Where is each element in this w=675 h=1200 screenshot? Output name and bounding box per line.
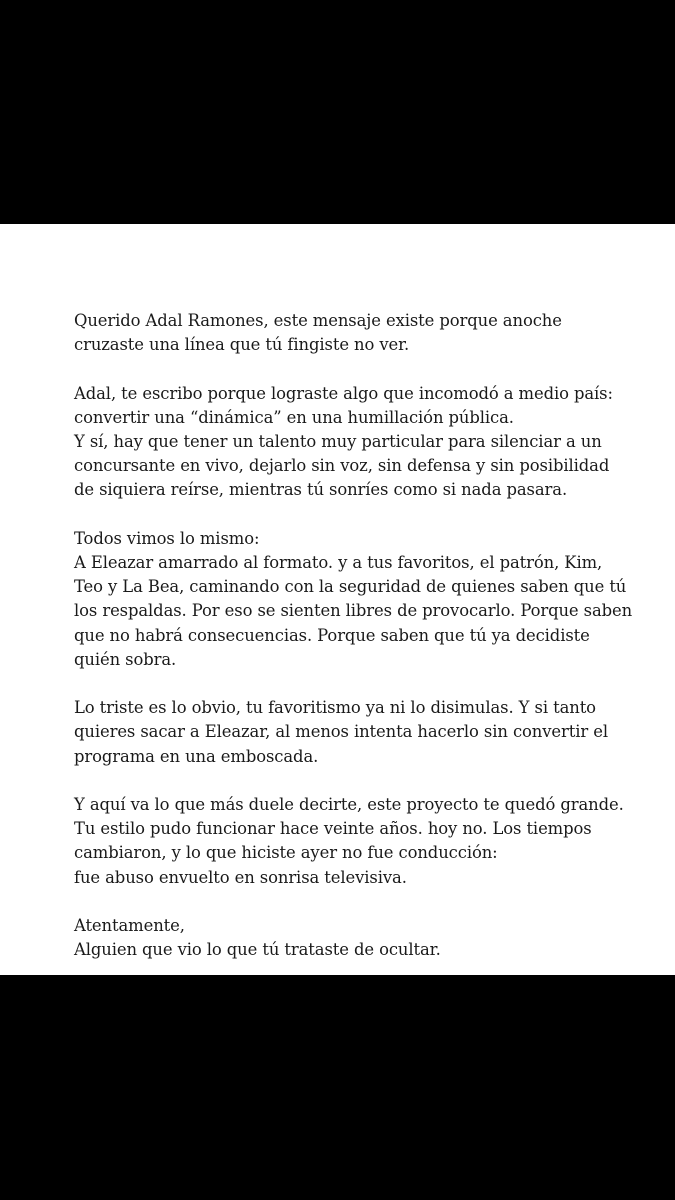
- text-line: Atentamente,: [74, 916, 185, 935]
- paragraph-signoff: [74, 914, 635, 962]
- text-line: Tu estilo pudo funcionar hace veinte años. hoy no. Los tiempos: [74, 819, 592, 839]
- paragraph-body: [74, 793, 635, 890]
- text-line: programa en una emboscada.: [74, 746, 319, 766]
- paragraph-body: [74, 382, 635, 503]
- text-line: quieres sacar a Eleazar, al menos intenta hacerlo sin convertir el: [74, 722, 608, 742]
- text-line: Todos vimos lo mismo:: [74, 528, 260, 548]
- text-line: Alguien que vio lo que tú trataste de ocultar.: [74, 940, 441, 960]
- text-line: quién sobra.: [74, 649, 177, 669]
- text-line: convertir una “dinámica” en una humillación pública.: [74, 407, 514, 427]
- text-line: concursante en vivo, dejarlo sin voz, sin defensa y sin posibilidad: [74, 456, 610, 476]
- text-line: Adal, te escribo porque lograste algo que incomodó a medio país:: [74, 383, 613, 403]
- paragraph-body: [74, 696, 635, 769]
- text-line: los respaldas. Por eso se sienten libres de provocarlo. Porque saben: [74, 601, 633, 621]
- text-line: cambiaron, y lo que hiciste ayer no fue conducción:: [74, 843, 498, 863]
- text-line: Y sí, hay que tener un talento muy particular para silenciar a un: [74, 432, 602, 451]
- text-line: que no habrá consecuencias. Porque saben que tú ya decidiste: [74, 625, 590, 645]
- paragraph-greeting: [74, 309, 635, 357]
- text-line: de siquiera reírse, mientras tú sonríes como si nada pasara.: [74, 480, 568, 500]
- text-line: Teo y La Bea, caminando con la seguridad de quienes saben que tú: [74, 577, 627, 597]
- letter-card: [0, 224, 675, 975]
- text-line: Y aquí va lo que más duele decirte, este proyecto te quedó grande.: [74, 795, 624, 814]
- text-line: Querido Adal Ramones, este mensaje existe porque anoche: [74, 311, 562, 330]
- paragraph-body: [74, 527, 635, 672]
- text-line: Lo triste es lo obvio, tu favoritismo ya ni lo disimulas. Y si tanto: [74, 698, 596, 718]
- text-line: A Eleazar amarrado al formato. y a tus favoritos, el patrón, Kim,: [74, 553, 603, 572]
- text-line: fue abuso envuelto en sonrisa televisiva.: [74, 867, 407, 887]
- text-line: cruzaste una línea que tú fingiste no ver.: [74, 335, 410, 355]
